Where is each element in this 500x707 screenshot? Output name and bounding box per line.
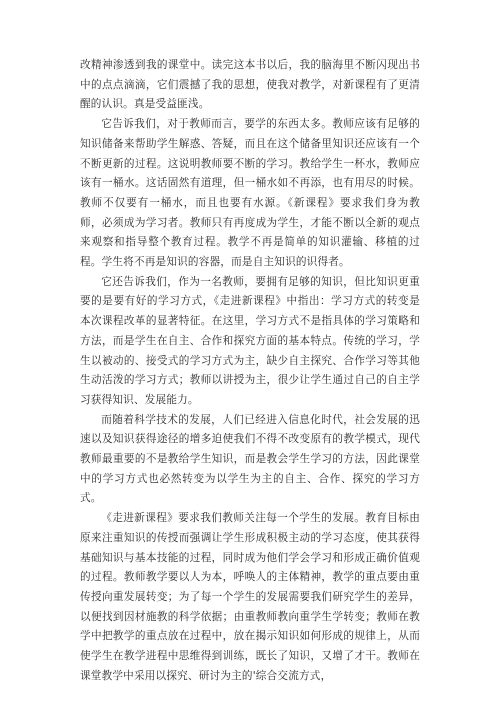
paragraph-2: 它告诉我们，对于教师而言，要学的东西太多。教师应该有足够的知识储备来帮助学生解惑、答疑，而且在这个储备里知识还应该有一个不断更新的过程。这说明教师要不断的学习。教给学生一杯水，教师应该有一桶水。这话固然有道理，但一桶水如不再添，也有用尽的时候。教师不仅要有一桶水，而且也要有水源。《新课程》要求我们身为教师，必须成为学习者。教师只有再度成为学生，才能不断以全新的观点来观察和指导整个教育过程。教学不再是简单的知识灌输、移植的过程。学生将不再是知识的容器，而是自主知识的识得者。: [80, 118, 420, 269]
document-body: [80, 56, 420, 687]
paragraph-3: 它还告诉我们，作为一名教师，要拥有足够的知识，但比知识更重要的是要有好的学习方式，《走进新课程》中指出：学习方式的转变是本次课程改革的显著特征。在这里，学习方式不是指具体的学习策略和方法，而是学生在自主、合作和探究方面的基本特点。传统的学习，学生以被动的、接受式的学习方式为主，缺少自主探究、合作学习等其他生动活泼的学习方式；教师以讲授为主，很少让学生通过自己的自主学习获得知识、发展能力。: [80, 275, 420, 406]
paragraph-1: 改精神渗透到我的课堂中。读完这本书以后，我的脑海里不断闪现出书中的点点滴滴，它们震撼了我的思想，使我对教学，对新课程有了更清醒的认识。真是受益匪浅。: [80, 59, 420, 111]
paragraph-4: 而随着科学技术的发展，人们已经进入信息化时代，社会发展的迅速以及知识获得途径的增多迫使我们不得不改变原有的教学模式，现代教师最重要的不是教给学生知识，而是教会学生学习的方法，因此课堂中的学习方式也必然转变为以学生为主的自主、合作、探究的学习方式。: [80, 413, 420, 505]
paragraph-5: 《走进新课程》要求我们教师关注每一个学生的发展。教育目标由原来注重知识的传授而强调让学生形成积极主动的学习态度，使其获得基础知识与基本技能的过程，同时成为他们学会学习和形成正确价值观的过程。教师教学要以人为本，呼唤人的主体精神，教学的重点要由重传授向重发展转变；为了每一个学生的发展需要我们研究学生的差异，以便找到因材施教的科学依据；由重教师教向重学生学转变；教师在教学中把教学的重点放在过程中，放在揭示知识如何形成的规律上，从而使学生在教学进程中思维得到训练，既长了知识，又增了才干。教师在课堂教学中采用以探究、研讨为主的'综合交流方式，: [80, 512, 420, 682]
